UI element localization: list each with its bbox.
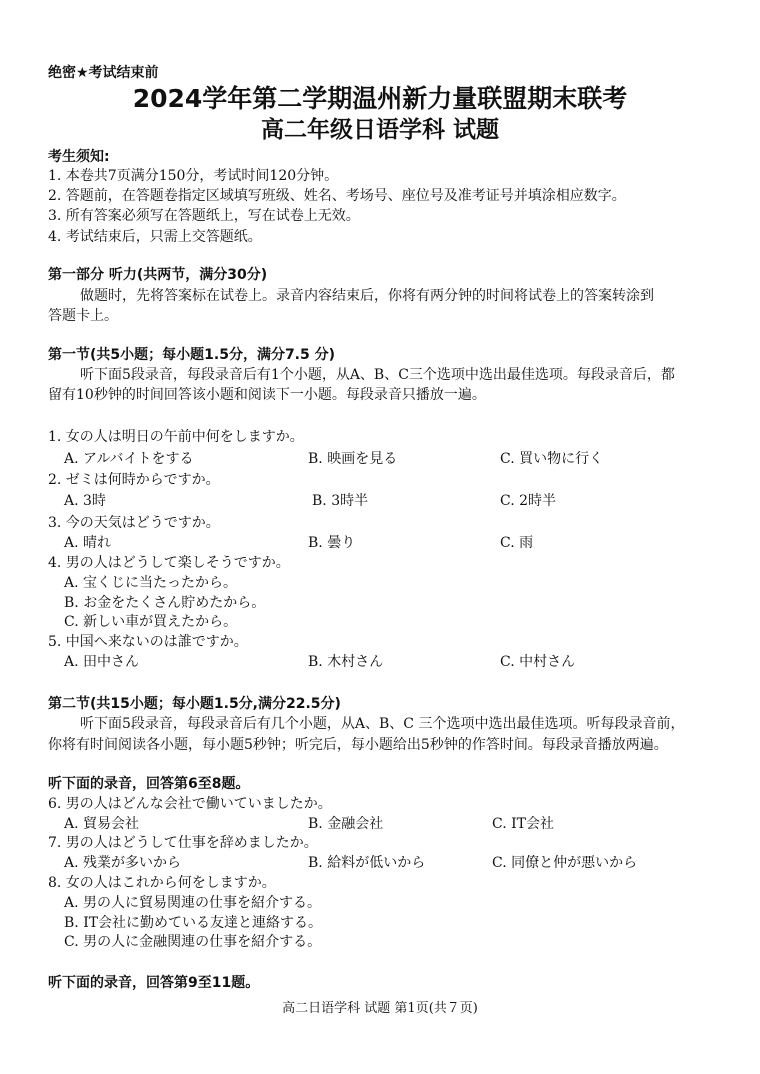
notice-heading: 考生须知: [48,149,110,165]
question: 1. 女の人は明日の午前中何をしますか。 [48,429,304,445]
notice-item: 3. 所有答案必须写在答题纸上，写在试卷上无效。 [48,208,360,224]
question: 3. 今の天気はどうですか。 [48,515,220,531]
part1-heading: 第一部分 听力(共两节，满分30分) [48,267,268,283]
question: 4. 男の人はどうして楽しそうですか。 [48,555,290,571]
option-a: A. 3時 [64,493,106,509]
option-c: C. 雨 [500,535,534,551]
section2-heading: 第二节(共15小题；每小题1.5分,满分22.5分) [48,696,341,712]
section2-intro: 听下面5段录音，每段录音后有几个小题，从A、B、C 三个选项中选出最佳选项。听每段录音前， [80,716,685,732]
option-a: A. 男の人に貿易関連の仕事を紹介する。 [64,895,322,911]
option-b: B. 映画を見る [308,451,398,467]
option-c: C. IT会社 [492,816,554,832]
option-b: B. 曇り [308,535,356,551]
option-c: C. 男の人に金融関連の仕事を紹介する。 [64,934,322,950]
option-a: A. 残業が多いから [64,855,182,871]
option-b: B. お金をたくさん貯めたから。 [64,595,266,611]
option-a: A. 宝くじに当たったから。 [64,575,238,591]
question: 5. 中国へ来ないのは誰ですか。 [48,634,248,650]
section1-heading: 第一节(共5小题；每小题1.5分，满分7.5 分) [48,347,336,363]
option-c: C. 2時半 [500,493,557,509]
page-footer: 高二日语学科 试题 第1页(共７页) [282,1001,478,1016]
option-c: C. 同僚と仲が悪いから [492,855,638,871]
part1-intro: 答题卡上。 [48,308,118,324]
question: 7. 男の人はどうして仕事を辞めましたか。 [48,835,318,851]
notice-item: 4. 考试结束后，只需上交答题纸。 [48,229,262,245]
option-b: B. IT会社に勤めている友達と連絡する。 [64,915,323,931]
section2-intro: 你将有时间阅读各小题，每小题5秒钟；听完后，每小题给出5秒钟的作答时间。每段录音播放两遍。 [48,737,668,753]
exam-title: 2024学年第二学期温州新力量联盟期末联考 [132,84,628,113]
part1-intro: 做题时，先将答案标在试卷上。录音内容结束后，你将有两分钟的时间将试卷上的答案转涂到 [80,288,654,304]
option-b: B. 木村さん [308,654,384,670]
section1-intro: 留有10秒钟的时间回答该小题和阅读下一小题。每段录音只播放一遍。 [48,387,486,403]
option-a: A. 田中さん [64,654,140,670]
section1-intro: 听下面5段录音，每段录音后有1个小题，从A、B、C三个选项中选出最佳选项。每段录音后，都 [80,367,675,383]
group-heading: 听下面的录音，回答第9至11题。 [48,975,260,991]
option-a: A. 貿易会社 [64,816,140,832]
notice-item: 2. 答题前，在答题卷指定区域填写班级、姓名、考场号、座位号及准考证号并填涂相应数字。 [48,188,626,204]
option-a: A. アルバイトをする [64,451,194,467]
group-heading: 听下面的录音，回答第6至8题。 [48,776,250,792]
option-a: A. 晴れ [64,535,112,551]
question: 6. 男の人はどんな会社で働いていましたか。 [48,796,332,812]
option-c: C. 買い物に行く [500,451,604,467]
option-c: C. 新しい車が買えたから。 [64,614,238,630]
confidential-label: 绝密★考试结束前 [48,65,159,81]
option-c: C. 中村さん [500,654,576,670]
notice-item: 1. 本卷共7页满分150分，考试时间120分钟。 [48,168,339,184]
option-b: B. 金融会社 [308,816,384,832]
option-b: B. 給料が低いから [308,855,426,871]
exam-subtitle: 高二年级日语学科 试题 [260,117,499,143]
option-b: B. 3時半 [312,493,369,509]
question: 8. 女の人はこれから何をしますか。 [48,875,276,891]
question: 2. ゼミは何時からですか。 [48,472,220,488]
